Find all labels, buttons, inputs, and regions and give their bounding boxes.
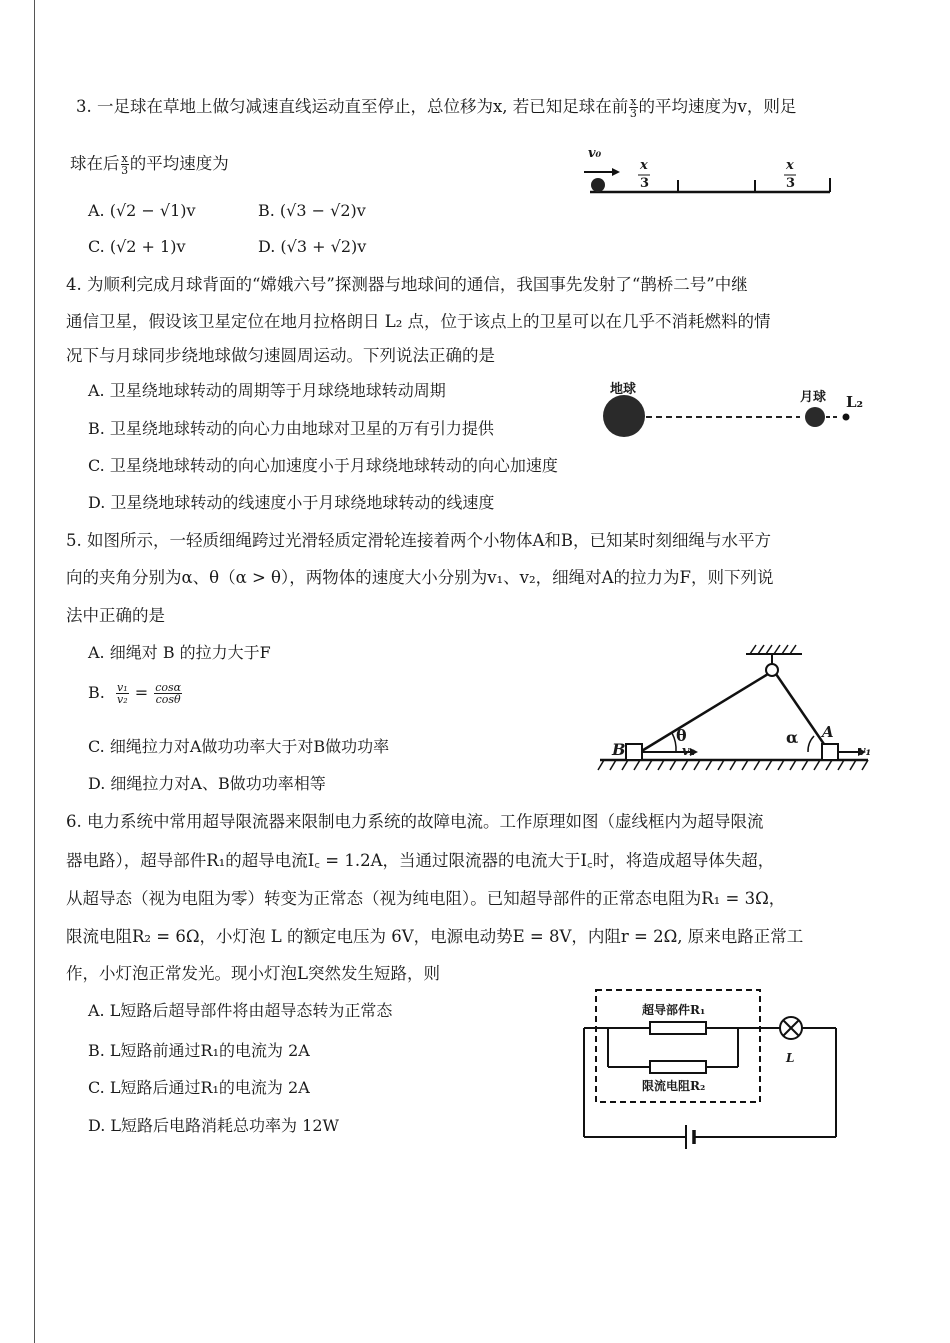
q4-stem-line2: 通信卫星，假设该卫星定位在地月拉格朗日 L₂ 点，位于该点上的卫星可以在几乎不消耗燃料的情 (66, 312, 771, 331)
lamp-label: L (786, 1051, 795, 1065)
v2-label: v₂ (682, 744, 696, 759)
q6-circuit (580, 985, 840, 1155)
q5-option-d[interactable]: D. 细绳拉力对A、B做功功率相等 (88, 774, 326, 793)
q6-stem-line5: 作，小灯泡正常发光。现小灯泡L突然发生短路，则 (66, 964, 440, 983)
resistor-r1 (650, 1022, 706, 1034)
q3-fraction-2: $\frac{x}{3}$ (121, 152, 129, 177)
q6-option-d[interactable]: D. L短路后电路消耗总功率为 12W (88, 1116, 339, 1135)
q6-option-a[interactable]: A. L短路后超导部件将由超导态转为正常态 (88, 1001, 393, 1020)
v1-label: v₁ (858, 744, 872, 759)
q3-v0-label: v₀ (588, 146, 602, 161)
page-margin-line (34, 0, 35, 1343)
q3-option-b[interactable]: B. (√3 − √2)v (258, 201, 366, 220)
q3-seg2-den: 3 (786, 176, 796, 191)
q4-option-b[interactable]: B. 卫星绕地球转动的向心力由地球对卫星的万有引力提供 (88, 419, 494, 438)
moon-label: 月球 (800, 390, 827, 405)
earth-label: 地球 (610, 382, 637, 397)
q5-option-a[interactable]: A. 细绳对 B 的拉力大于F (88, 643, 271, 662)
theta-label: θ (676, 726, 687, 745)
q5-option-c[interactable]: C. 细绳拉力对A做功功率大于对B做功功率 (88, 737, 390, 756)
q4-stem-line3: 况下与月球同步绕地球做匀速圆周运动。下列说法正确的是 (66, 346, 495, 365)
q6-option-c[interactable]: C. L短路后通过R₁的电流为 2A (88, 1078, 310, 1097)
q3-stem-line1: 3. 一足球在草地上做匀减速直线运动直至停止，总位移为x, 若已知足球在前 $\frac{x}{3}$ 的平均速度为v，则足 (76, 95, 797, 120)
r2-label: 限流电阻R₂ (642, 1079, 706, 1093)
q3-option-c[interactable]: C. (√2 + 1)v (88, 237, 186, 256)
q4-option-a[interactable]: A. 卫星绕地球转动的周期等于月球绕地球转动周期 (88, 381, 446, 400)
q5-stem-line2: 向的夹角分别为α、θ（α > θ），两物体的速度大小分别为v₁、v₂，细绳对A的拉力为F，则下列说 (66, 568, 774, 587)
q6-stem-line2: 器电路），超导部件R₁的超导电流I꜀ = 1.2A，当通过限流器的电流大于I꜀时，将造成超导体失超， (66, 851, 775, 870)
q3-option-d[interactable]: D. (√3 + √2)v (258, 237, 367, 256)
block-a-label: A (822, 723, 834, 741)
q6-option-b[interactable]: B. L短路前通过R₁的电流为 2A (88, 1041, 310, 1060)
q5-stem-line1: 5. 如图所示，一轻质细绳跨过光滑轻质定滑轮连接着两个小物体A和B，已知某时刻细绳与水平方 (66, 531, 772, 550)
q3-figure (580, 148, 840, 202)
arrow-icon (612, 168, 620, 176)
block-b (626, 744, 642, 760)
q6-stem-line4: 限流电阻R₂ = 6Ω，小灯泡 L 的额定电压为 6V，电源电动势E = 8V，内阻r = 2Ω, 原来电路正常工 (66, 927, 804, 946)
earth-icon (603, 395, 645, 437)
q3-option-a[interactable]: A. (√2 − √1)v (88, 201, 196, 220)
q6-stem-line1: 6. 电力系统中常用超导限流器来限制电力系统的故障电流。工作原理如图（虚线框内为超导限流 (66, 812, 764, 831)
q3-fraction: $\frac{x}{3}$ (629, 95, 637, 120)
q3-seg1-den: 3 (640, 176, 650, 191)
q3-seg2-num: x (786, 158, 794, 173)
block-b-label: B (612, 740, 626, 759)
q4-option-d[interactable]: D. 卫星绕地球转动的线速度小于月球绕地球转动的线速度 (88, 493, 495, 512)
q3-seg1-num: x (640, 158, 648, 173)
ball-icon (591, 178, 605, 192)
alpha-label: α (786, 728, 799, 747)
r1-label: 超导部件R₁ (642, 1003, 706, 1017)
q4-figure (600, 380, 870, 440)
q4-option-c[interactable]: C. 卫星绕地球转动的向心加速度小于月球绕地球转动的向心加速度 (88, 456, 558, 475)
moon-icon (805, 407, 825, 427)
q5-figure (596, 640, 878, 780)
resistor-r2 (650, 1061, 706, 1073)
q6-stem-line3: 从超导态（视为电阻为零）转变为正常态（视为纯电阻）。已知超导部件的正常态电阻为R₁ = 3Ω， (66, 889, 786, 908)
q4-stem-line1: 4. 为顺利完成月球背面的“嫦娥六号”探测器与地球间的通信，我国事先发射了“鹊桥二号”中继 (66, 275, 748, 294)
q5-stem-line3: 法中正确的是 (66, 606, 165, 625)
block-a (822, 744, 838, 760)
l2-label: L₂ (846, 393, 864, 411)
l2-point-icon (843, 414, 850, 421)
q3-stem-line2: 球在后 $\frac{x}{3}$ 的平均速度为 (70, 152, 229, 177)
q5-option-b[interactable]: B. $\frac{\text{v₁}}{\text{v₂}}$ = $\frac{\cos\alpha}{\cos\theta}$ (88, 681, 182, 706)
